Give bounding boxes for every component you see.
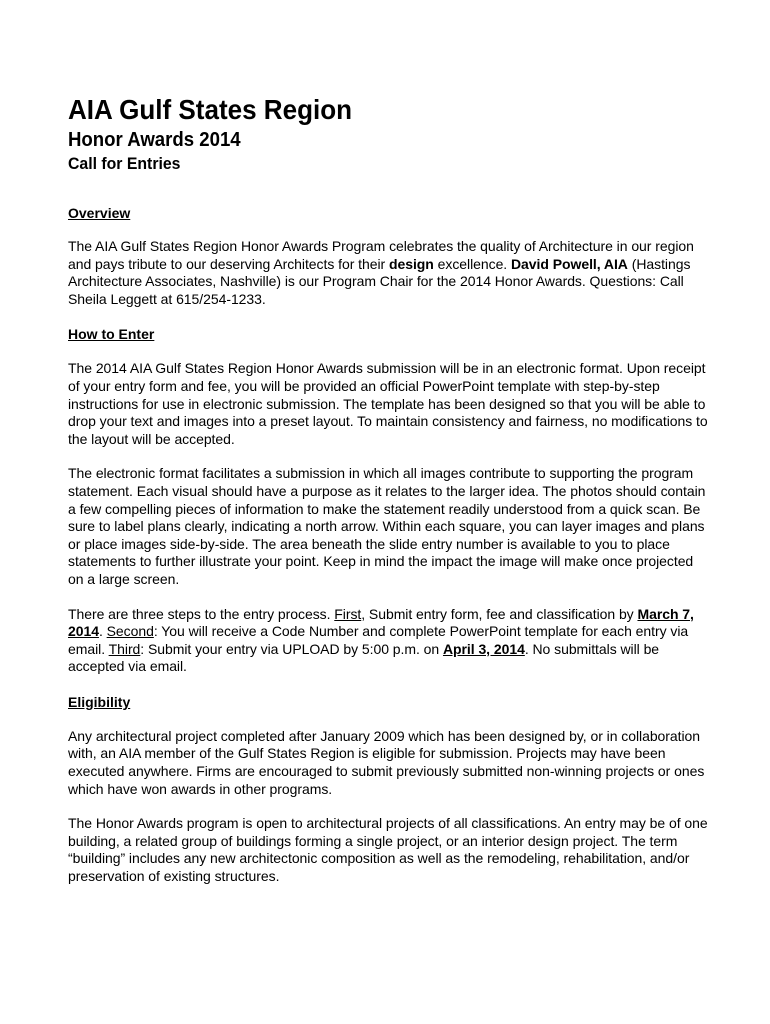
document-subtitle: Honor Awards 2014 [68,129,241,151]
eligibility-paragraph-2: The Honor Awards program is open to architectural projects of all classifications. An entry may be of one building, a related group of buildings forming a single project, or an interior design project. The term “building” includes any new architectonic composition as well as the remodeling, rehabilitation, and/or preservation of existing structures. [68,815,708,885]
design-emphasis: design [388,255,434,272]
eligibility-paragraph-1: Any architectural project completed after January 2009 which has been designed by, or in collaboration with, an AIA member of the Gulf States Region is eligible for submission. Projects may have been executed anywhere. Firms are encouraged to submit previously submitted non-winning projects or ones which have won awards in other programs. [68,727,705,797]
how-to-enter-paragraph-1: The 2014 AIA Gulf States Region Honor Awards submission will be in an electronic format. Upon receipt of your entry form and fee, you will be provided an official PowerPoint template with step-by-step instructions for use in electronic submission. The template has been designed so that you will be able to drop your text and images into a preset layout. To maintain consistency and fairness, no modifications to the layout will be accepted. [68,360,708,447]
how-to-enter-paragraph-3: There are three steps to the entry process. First, Submit entry form, fee and classification by March 7, 2014. Second: You will receive a Code Number and complete PowerPoint template for each entry via email. Third: Submit your entry via UPLOAD by 5:00 p.m. on April 3, 2014. No submittals will be accepted via email. [68,605,694,675]
program-chair-name: David Powell, AIA [510,255,628,272]
call-for-entries-heading: Call for Entries [68,154,181,173]
document-title: AIA Gulf States Region [68,94,353,125]
step-first: First [334,605,362,622]
overview-paragraph: The AIA Gulf States Region Honor Awards Program celebrates the quality of Architecture in our region and pays tribute to our deserving Architects for their design excellence. David Powell, AIA (Hastings Architecture Associates, Nashville) is our Program Chair for the 2014 Honor Awards. Questions: Call Sheila Leggett at 615/254-1233. [68,238,694,307]
step-second: Second [106,623,154,640]
how-to-enter-heading: How to Enter [68,326,155,343]
how-to-enter-paragraph-2: The electronic format facilitates a submission in which all images contribute to supporting the program statement. Each visual should have a purpose as it relates to the larger idea. The photos should contain a few compelling pieces of information to make the statement readily understood from a quick scan. Be sure to label plans clearly, indicating a north arrow. Within each square, you can layer images and plans or place images side-by-side. The area beneath the slide entry number is available to you to place statements to further illustrate your point. Keep in mind the impact the image will make once projected on a large screen. [68,465,706,587]
entry-deadline-date: March 7, 2014 [68,605,694,640]
step-third: Third [108,640,141,657]
overview-heading: Overview [68,205,131,221]
upload-deadline-date: April 3, 2014 [442,640,525,657]
eligibility-heading: Eligibility [68,693,131,710]
document-content [68,93,708,886]
